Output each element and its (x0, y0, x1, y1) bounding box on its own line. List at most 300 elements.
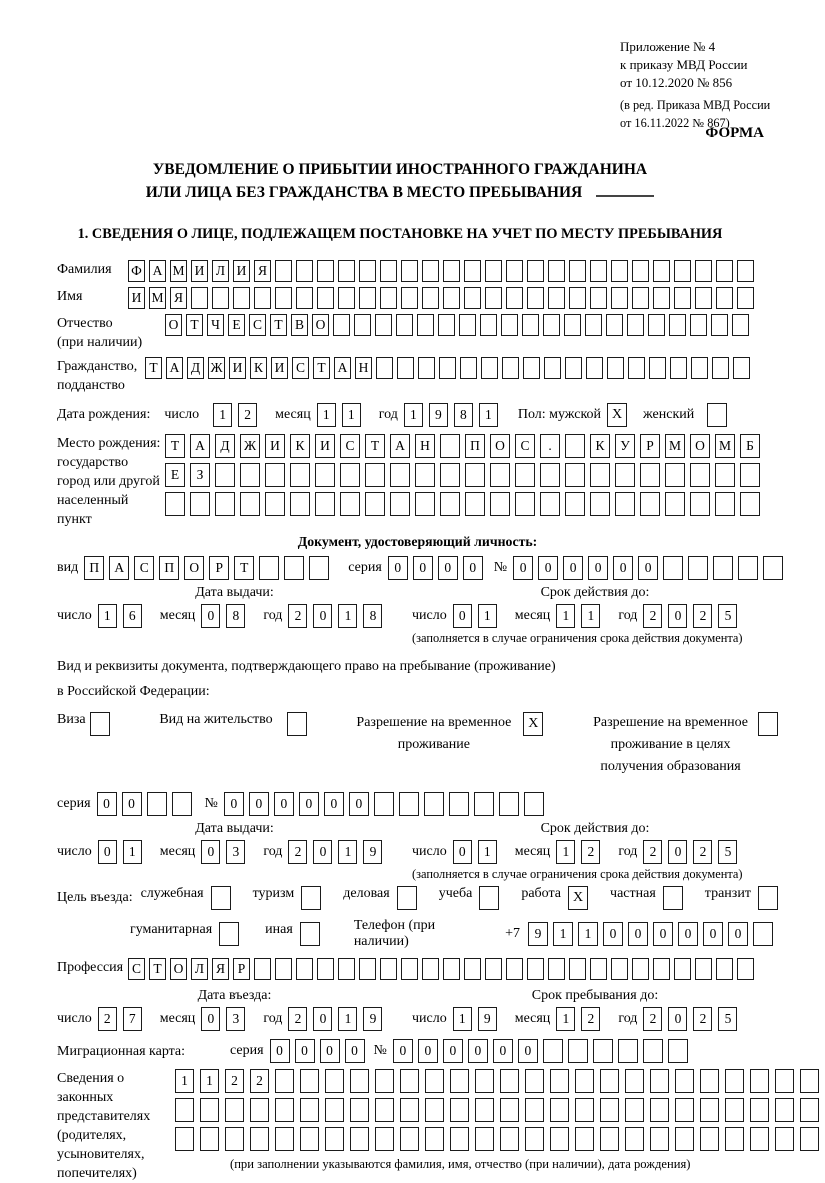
char-cell[interactable]: 9 (429, 403, 448, 427)
char-cell[interactable]: 2 (581, 1007, 600, 1031)
char-cell[interactable] (501, 314, 518, 336)
char-cell[interactable] (450, 1127, 469, 1151)
char-cell[interactable]: 1 (200, 1069, 219, 1093)
char-cell[interactable] (254, 958, 271, 980)
char-cell[interactable]: 0 (393, 1039, 413, 1063)
char-cell[interactable] (695, 958, 712, 980)
char-cell[interactable]: 0 (668, 1007, 687, 1031)
char-cell[interactable]: К (590, 434, 610, 458)
char-cell[interactable]: 2 (693, 1007, 712, 1031)
char-cell[interactable] (775, 1098, 794, 1122)
char-cell[interactable] (380, 958, 397, 980)
char-cell[interactable]: П (159, 556, 179, 580)
char-cell[interactable]: Я (254, 260, 271, 282)
char-cell[interactable] (670, 357, 687, 379)
char-cell[interactable] (422, 260, 439, 282)
char-cell[interactable]: 1 (338, 1007, 357, 1031)
residence-permit-checkbox[interactable] (287, 712, 307, 736)
char-cell[interactable] (611, 260, 628, 282)
char-cell[interactable] (475, 1098, 494, 1122)
char-cell[interactable] (649, 357, 666, 379)
char-cell[interactable] (212, 287, 229, 309)
char-cell[interactable]: Т (270, 314, 287, 336)
char-cell[interactable]: 0 (349, 792, 369, 816)
char-cell[interactable] (440, 434, 460, 458)
char-cell[interactable] (750, 1098, 769, 1122)
char-cell[interactable]: 0 (413, 556, 433, 580)
char-cell[interactable]: 0 (668, 840, 687, 864)
char-cell[interactable] (737, 260, 754, 282)
char-cell[interactable] (338, 260, 355, 282)
char-cell[interactable] (648, 314, 665, 336)
char-cell[interactable] (265, 463, 285, 487)
char-cell[interactable]: Т (149, 958, 166, 980)
char-cell[interactable]: Т (165, 434, 185, 458)
char-cell[interactable] (625, 1098, 644, 1122)
char-cell[interactable]: 8 (454, 403, 473, 427)
char-cell[interactable]: 1 (123, 840, 142, 864)
char-cell[interactable]: Д (215, 434, 235, 458)
char-cell[interactable]: 2 (581, 840, 600, 864)
char-cell[interactable] (525, 1098, 544, 1122)
char-cell[interactable] (275, 958, 292, 980)
char-cell[interactable] (695, 260, 712, 282)
char-cell[interactable]: 0 (313, 1007, 332, 1031)
char-cell[interactable]: 0 (588, 556, 608, 580)
char-cell[interactable]: Л (191, 958, 208, 980)
char-cell[interactable] (225, 1127, 244, 1151)
char-cell[interactable] (565, 434, 585, 458)
char-cell[interactable] (650, 1069, 669, 1093)
char-cell[interactable] (543, 314, 560, 336)
char-cell[interactable] (593, 1039, 613, 1063)
char-cell[interactable] (425, 1069, 444, 1093)
char-cell[interactable] (737, 958, 754, 980)
char-cell[interactable]: 1 (404, 403, 423, 427)
char-cell[interactable] (775, 1069, 794, 1093)
char-cell[interactable]: О (690, 434, 710, 458)
char-cell[interactable]: 0 (313, 840, 332, 864)
char-cell[interactable] (438, 314, 455, 336)
char-cell[interactable] (475, 1069, 494, 1093)
char-cell[interactable] (674, 260, 691, 282)
char-cell[interactable] (350, 1127, 369, 1151)
char-cell[interactable]: 0 (513, 556, 533, 580)
char-cell[interactable] (380, 260, 397, 282)
char-cell[interactable]: 2 (98, 1007, 117, 1031)
char-cell[interactable] (750, 1127, 769, 1151)
char-cell[interactable] (625, 1069, 644, 1093)
char-cell[interactable] (643, 1039, 663, 1063)
char-cell[interactable]: Т (145, 357, 162, 379)
char-cell[interactable] (290, 492, 310, 516)
char-cell[interactable] (265, 492, 285, 516)
char-cell[interactable]: 0 (313, 604, 332, 628)
char-cell[interactable]: 2 (238, 403, 257, 427)
char-cell[interactable]: 1 (175, 1069, 194, 1093)
char-cell[interactable]: А (149, 260, 166, 282)
char-cell[interactable] (500, 1069, 519, 1093)
char-cell[interactable]: С (340, 434, 360, 458)
char-cell[interactable] (275, 1098, 294, 1122)
char-cell[interactable] (590, 492, 610, 516)
char-cell[interactable] (290, 463, 310, 487)
char-cell[interactable] (564, 314, 581, 336)
char-cell[interactable] (506, 260, 523, 282)
char-cell[interactable]: Н (355, 357, 372, 379)
char-cell[interactable] (690, 463, 710, 487)
char-cell[interactable]: 2 (643, 1007, 662, 1031)
char-cell[interactable]: В (291, 314, 308, 336)
char-cell[interactable]: 8 (226, 604, 245, 628)
char-cell[interactable]: 0 (668, 604, 687, 628)
edu-permit-checkbox[interactable] (758, 712, 778, 736)
char-cell[interactable]: 5 (718, 1007, 737, 1031)
char-cell[interactable] (700, 1069, 719, 1093)
char-cell[interactable]: И (191, 260, 208, 282)
char-cell[interactable]: 7 (123, 1007, 142, 1031)
char-cell[interactable]: 0 (703, 922, 723, 946)
char-cell[interactable] (300, 1069, 319, 1093)
char-cell[interactable] (775, 1127, 794, 1151)
char-cell[interactable] (750, 1069, 769, 1093)
char-cell[interactable] (600, 1098, 619, 1122)
char-cell[interactable]: О (184, 556, 204, 580)
char-cell[interactable] (464, 260, 481, 282)
char-cell[interactable]: 1 (342, 403, 361, 427)
char-cell[interactable] (465, 492, 485, 516)
char-cell[interactable]: И (128, 287, 145, 309)
char-cell[interactable] (716, 958, 733, 980)
char-cell[interactable]: Р (233, 958, 250, 980)
char-cell[interactable] (632, 287, 649, 309)
char-cell[interactable] (675, 1098, 694, 1122)
char-cell[interactable] (737, 287, 754, 309)
option-checkbox[interactable] (397, 886, 417, 910)
option-checkbox[interactable]: X (568, 886, 588, 910)
char-cell[interactable] (506, 287, 523, 309)
char-cell[interactable]: 2 (693, 840, 712, 864)
char-cell[interactable] (275, 260, 292, 282)
char-cell[interactable] (716, 260, 733, 282)
char-cell[interactable] (548, 958, 565, 980)
char-cell[interactable] (325, 1098, 344, 1122)
char-cell[interactable] (365, 492, 385, 516)
char-cell[interactable] (396, 314, 413, 336)
char-cell[interactable] (548, 260, 565, 282)
char-cell[interactable]: С (515, 434, 535, 458)
char-cell[interactable] (663, 556, 683, 580)
option-checkbox[interactable] (479, 886, 499, 910)
char-cell[interactable] (590, 958, 607, 980)
char-cell[interactable] (284, 556, 304, 580)
char-cell[interactable] (397, 357, 414, 379)
char-cell[interactable] (753, 922, 773, 946)
char-cell[interactable]: З (190, 463, 210, 487)
char-cell[interactable] (527, 958, 544, 980)
char-cell[interactable] (390, 463, 410, 487)
char-cell[interactable] (640, 492, 660, 516)
char-cell[interactable]: А (390, 434, 410, 458)
char-cell[interactable]: Е (165, 463, 185, 487)
char-cell[interactable] (627, 314, 644, 336)
char-cell[interactable] (522, 314, 539, 336)
char-cell[interactable] (460, 357, 477, 379)
char-cell[interactable]: 1 (478, 840, 497, 864)
char-cell[interactable] (625, 1127, 644, 1151)
temp-permit-checkbox[interactable]: X (523, 712, 543, 736)
gender-female-checkbox[interactable] (707, 403, 727, 427)
char-cell[interactable]: Я (212, 958, 229, 980)
char-cell[interactable]: 0 (98, 840, 117, 864)
char-cell[interactable] (712, 357, 729, 379)
char-cell[interactable] (499, 792, 519, 816)
char-cell[interactable] (732, 314, 749, 336)
char-cell[interactable] (338, 958, 355, 980)
char-cell[interactable]: 5 (718, 604, 737, 628)
char-cell[interactable] (380, 287, 397, 309)
char-cell[interactable]: 2 (643, 840, 662, 864)
char-cell[interactable] (480, 314, 497, 336)
char-cell[interactable] (525, 1127, 544, 1151)
char-cell[interactable]: 0 (299, 792, 319, 816)
char-cell[interactable]: 5 (718, 840, 737, 864)
char-cell[interactable] (359, 260, 376, 282)
char-cell[interactable]: 2 (643, 604, 662, 628)
char-cell[interactable] (190, 492, 210, 516)
char-cell[interactable]: О (165, 314, 182, 336)
char-cell[interactable] (315, 492, 335, 516)
char-cell[interactable]: 1 (478, 604, 497, 628)
char-cell[interactable] (440, 463, 460, 487)
char-cell[interactable] (590, 463, 610, 487)
char-cell[interactable] (568, 1039, 588, 1063)
char-cell[interactable] (401, 260, 418, 282)
char-cell[interactable]: 0 (270, 1039, 290, 1063)
char-cell[interactable] (569, 260, 586, 282)
option-checkbox[interactable] (300, 922, 320, 946)
char-cell[interactable] (700, 1127, 719, 1151)
char-cell[interactable] (628, 357, 645, 379)
char-cell[interactable] (675, 1127, 694, 1151)
char-cell[interactable] (354, 314, 371, 336)
char-cell[interactable]: 1 (479, 403, 498, 427)
char-cell[interactable]: Ч (207, 314, 224, 336)
char-cell[interactable] (443, 958, 460, 980)
char-cell[interactable] (172, 792, 192, 816)
char-cell[interactable] (399, 792, 419, 816)
char-cell[interactable] (225, 1098, 244, 1122)
char-cell[interactable] (502, 357, 519, 379)
char-cell[interactable] (575, 1098, 594, 1122)
char-cell[interactable]: М (715, 434, 735, 458)
char-cell[interactable] (695, 287, 712, 309)
char-cell[interactable]: А (166, 357, 183, 379)
char-cell[interactable] (165, 492, 185, 516)
char-cell[interactable]: 0 (453, 604, 472, 628)
char-cell[interactable] (590, 287, 607, 309)
char-cell[interactable] (317, 260, 334, 282)
char-cell[interactable] (325, 1127, 344, 1151)
char-cell[interactable]: 0 (613, 556, 633, 580)
char-cell[interactable] (400, 1098, 419, 1122)
char-cell[interactable] (449, 792, 469, 816)
char-cell[interactable] (175, 1098, 194, 1122)
char-cell[interactable] (375, 314, 392, 336)
char-cell[interactable]: 2 (225, 1069, 244, 1093)
char-cell[interactable] (250, 1127, 269, 1151)
char-cell[interactable] (490, 463, 510, 487)
char-cell[interactable]: А (190, 434, 210, 458)
char-cell[interactable] (474, 792, 494, 816)
char-cell[interactable] (376, 357, 393, 379)
char-cell[interactable] (490, 492, 510, 516)
char-cell[interactable] (640, 463, 660, 487)
char-cell[interactable]: 0 (418, 1039, 438, 1063)
char-cell[interactable] (375, 1069, 394, 1093)
char-cell[interactable] (350, 1098, 369, 1122)
char-cell[interactable]: 8 (363, 604, 382, 628)
char-cell[interactable] (618, 1039, 638, 1063)
char-cell[interactable] (422, 958, 439, 980)
char-cell[interactable] (585, 314, 602, 336)
char-cell[interactable]: 0 (345, 1039, 365, 1063)
char-cell[interactable] (711, 314, 728, 336)
char-cell[interactable]: О (490, 434, 510, 458)
char-cell[interactable] (401, 287, 418, 309)
option-checkbox[interactable] (219, 922, 239, 946)
char-cell[interactable]: И (271, 357, 288, 379)
char-cell[interactable]: 2 (250, 1069, 269, 1093)
char-cell[interactable]: И (229, 357, 246, 379)
char-cell[interactable] (240, 492, 260, 516)
char-cell[interactable] (725, 1127, 744, 1151)
char-cell[interactable]: Ж (240, 434, 260, 458)
char-cell[interactable] (450, 1098, 469, 1122)
visa-checkbox[interactable] (90, 712, 110, 736)
char-cell[interactable] (632, 260, 649, 282)
char-cell[interactable]: 0 (443, 1039, 463, 1063)
char-cell[interactable] (550, 1069, 569, 1093)
char-cell[interactable] (375, 1098, 394, 1122)
char-cell[interactable] (586, 357, 603, 379)
char-cell[interactable] (215, 463, 235, 487)
char-cell[interactable] (800, 1127, 819, 1151)
char-cell[interactable] (375, 1127, 394, 1151)
char-cell[interactable] (690, 314, 707, 336)
char-cell[interactable]: Н (415, 434, 435, 458)
char-cell[interactable] (690, 492, 710, 516)
char-cell[interactable]: 2 (288, 1007, 307, 1031)
char-cell[interactable] (653, 287, 670, 309)
char-cell[interactable]: П (465, 434, 485, 458)
char-cell[interactable]: 6 (123, 604, 142, 628)
char-cell[interactable]: 0 (538, 556, 558, 580)
char-cell[interactable]: 3 (226, 840, 245, 864)
char-cell[interactable] (359, 958, 376, 980)
char-cell[interactable] (485, 287, 502, 309)
char-cell[interactable] (317, 287, 334, 309)
char-cell[interactable]: 0 (295, 1039, 315, 1063)
char-cell[interactable] (590, 260, 607, 282)
char-cell[interactable] (600, 1069, 619, 1093)
char-cell[interactable] (240, 463, 260, 487)
char-cell[interactable]: 0 (468, 1039, 488, 1063)
char-cell[interactable] (390, 492, 410, 516)
char-cell[interactable] (275, 287, 292, 309)
char-cell[interactable]: 0 (453, 840, 472, 864)
char-cell[interactable] (425, 1098, 444, 1122)
char-cell[interactable] (200, 1127, 219, 1151)
char-cell[interactable]: 0 (493, 1039, 513, 1063)
char-cell[interactable] (738, 556, 758, 580)
char-cell[interactable] (575, 1127, 594, 1151)
char-cell[interactable]: 2 (693, 604, 712, 628)
char-cell[interactable] (550, 1127, 569, 1151)
char-cell[interactable]: К (250, 357, 267, 379)
char-cell[interactable] (485, 958, 502, 980)
char-cell[interactable]: 0 (320, 1039, 340, 1063)
char-cell[interactable]: П (84, 556, 104, 580)
char-cell[interactable]: 0 (518, 1039, 538, 1063)
char-cell[interactable] (401, 958, 418, 980)
char-cell[interactable]: 0 (201, 840, 220, 864)
char-cell[interactable]: 1 (338, 604, 357, 628)
char-cell[interactable]: 2 (288, 840, 307, 864)
char-cell[interactable]: 2 (288, 604, 307, 628)
option-checkbox[interactable] (211, 886, 231, 910)
char-cell[interactable]: 0 (97, 792, 117, 816)
char-cell[interactable] (400, 1127, 419, 1151)
char-cell[interactable]: 0 (678, 922, 698, 946)
char-cell[interactable] (465, 463, 485, 487)
char-cell[interactable]: Д (187, 357, 204, 379)
char-cell[interactable]: Б (740, 434, 760, 458)
char-cell[interactable] (669, 314, 686, 336)
char-cell[interactable]: 0 (438, 556, 458, 580)
char-cell[interactable]: 0 (563, 556, 583, 580)
char-cell[interactable] (700, 1098, 719, 1122)
char-cell[interactable] (443, 260, 460, 282)
char-cell[interactable] (250, 1098, 269, 1122)
char-cell[interactable] (200, 1098, 219, 1122)
char-cell[interactable]: 1 (317, 403, 336, 427)
char-cell[interactable] (415, 463, 435, 487)
char-cell[interactable] (300, 1127, 319, 1151)
char-cell[interactable] (565, 357, 582, 379)
char-cell[interactable] (439, 357, 456, 379)
char-cell[interactable] (147, 792, 167, 816)
char-cell[interactable]: С (128, 958, 145, 980)
char-cell[interactable] (500, 1098, 519, 1122)
char-cell[interactable]: 0 (603, 922, 623, 946)
gender-male-checkbox[interactable]: X (607, 403, 627, 427)
char-cell[interactable]: 0 (628, 922, 648, 946)
char-cell[interactable] (296, 958, 313, 980)
char-cell[interactable] (425, 1127, 444, 1151)
char-cell[interactable]: . (540, 434, 560, 458)
char-cell[interactable]: 9 (478, 1007, 497, 1031)
char-cell[interactable] (400, 1069, 419, 1093)
char-cell[interactable] (674, 958, 691, 980)
char-cell[interactable] (725, 1069, 744, 1093)
char-cell[interactable] (543, 1039, 563, 1063)
char-cell[interactable] (450, 1069, 469, 1093)
char-cell[interactable] (415, 492, 435, 516)
char-cell[interactable]: У (615, 434, 635, 458)
char-cell[interactable]: Е (228, 314, 245, 336)
char-cell[interactable] (653, 958, 670, 980)
